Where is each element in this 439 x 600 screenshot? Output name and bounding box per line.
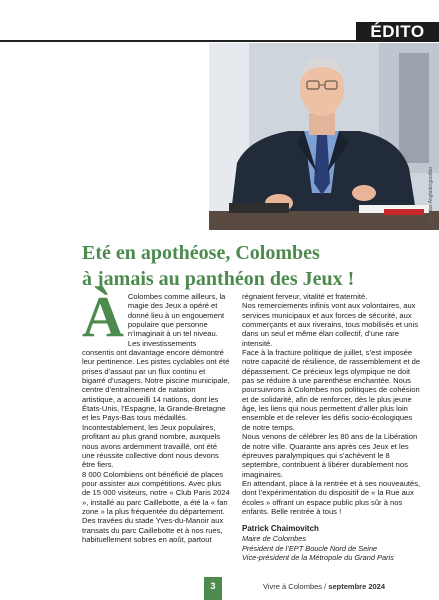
headline-line-2: à jamais au panthéon des Jeux ! (82, 268, 355, 290)
paragraph: Nous venons de célébrer les 80 ans de la Libération de notre ville. Quarante ans après ces Jeux et les épreuves paralympiques qui s’achèvent le 8 septembre, contribuent à libérer durablement nos imaginaires. (242, 432, 418, 479)
paragraph: Des travées du stade Yves-du-Manoir aux transats du parc Caillebotte et à nos rues, habituellement sobres en août, partout (82, 516, 224, 544)
footer-publication (263, 582, 385, 591)
signature-role: Vice-président de la Métropole du Grand Paris (242, 553, 394, 563)
body-column-left (82, 284, 230, 544)
paragraph: Colombes comme ailleurs, la magie des Jeux a opéré et donné lieu à un engouement populaire que personne n’imaginait à un tel niveau. (127, 292, 226, 339)
photo-credit: © Nicolas Anglade/goodbo (428, 166, 434, 226)
page-number: 3 (204, 577, 222, 600)
paragraph: régnaient ferveur, vitalité et fraternité. (242, 292, 368, 301)
drop-cap: À (82, 284, 124, 349)
publication-name: Vivre à Colombes / (263, 582, 327, 591)
signature-role: Maire de Colombes (242, 534, 307, 544)
paragraph: 8 000 Colombiens ont bénéficié de places pour assister aux compétitions. Avec plus de 15 000 visiteurs, notre « Club Paris 2024 », installé au parc Caillebotte, a été la « fan zone » la plus fréquentée du département. (82, 469, 230, 516)
section-label: ÉDITO (356, 22, 439, 42)
header-rule (0, 40, 356, 42)
paragraph: Nos remerciements infinis vont aux volontaires, aux services municipaux et aux forces de sécurité, aux commerçants et aux riverains, tous mobilisés et unis dans un seul et même élan collectif, d’une rare intensité. (242, 301, 418, 348)
paragraph: En attendant, place à la rentrée et à ses nouveautés, dont l’expérimentation du dispositif de « la Rue aux écoles » offrant un espace public plus sûr à nos enfants. Belle rentrée à tous ! (242, 478, 421, 516)
paragraph: Face à la fracture politique de juillet, s’est imposée notre capacité de résilience, de rassemblement et de dépassement. Ce précieux legs olympique ne doit pas se réduire à une parenthèse enchantée. Nous poursuivrons à Colombes nos politiques de cohésion et de solidarité, afin de renforcer, dès le plus jeune âge, les liens qui nous permettent d’aller plus loin ensemble et de relever les défis socio-écologiques de notre temps. (242, 348, 421, 432)
issue-date: septembre 2024 (328, 582, 386, 591)
signature-name: Patrick Chaimovitch (242, 524, 319, 534)
portrait-illustration (209, 43, 439, 230)
body-column-right (242, 292, 422, 562)
paragraph: Les investissements consentis ont davantage encore démontré leur pertinence. Les pistes cyclables ont été prises d’assaut par un flux continu et bigarré d’usagers. Notre piscine municipale, centre d’entraînement de natation artistique, a accueilli 14 nations, dont les États-Unis, l’Espagne, la Grande-Bretagne et les Pays-Bas tous médaillés. (82, 338, 230, 423)
paragraph: Incontestablement, les Jeux populaires, profitant au plus grand nombre, auxquels nous avons ardemment travaillé, ont été une réussite collective dont nous devons être fiers. (82, 422, 221, 470)
headline-line-1: Eté en apothéose, Colombes (82, 242, 320, 264)
signature-role: Président de l’EPT Boucle Nord de Seine (242, 543, 378, 553)
headline (82, 240, 422, 292)
mayor-portrait-photo (209, 43, 439, 230)
